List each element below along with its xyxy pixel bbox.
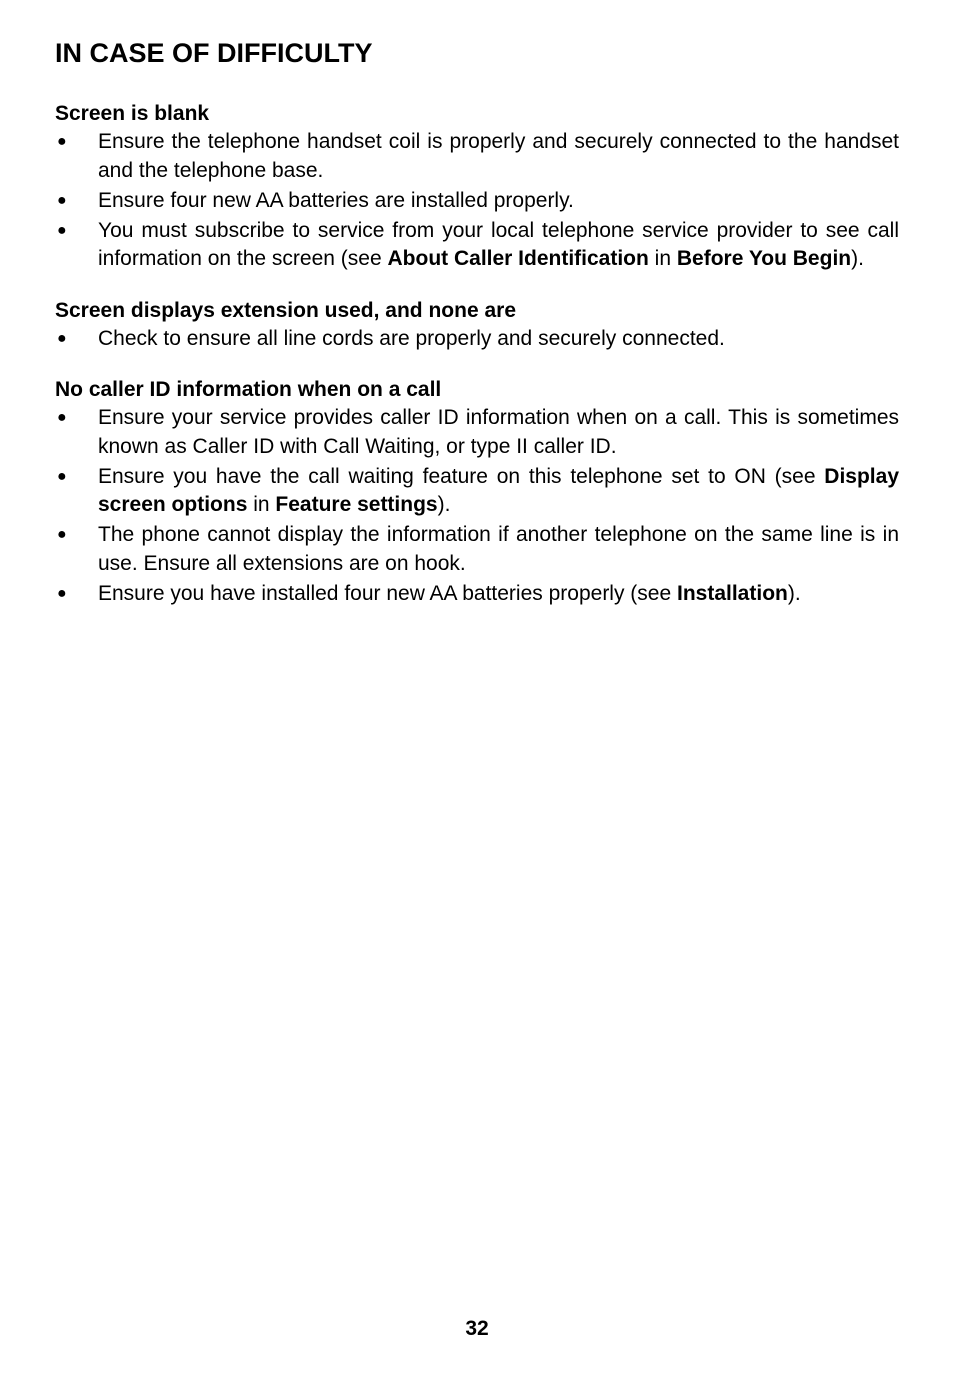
section-heading: Screen is blank bbox=[55, 102, 210, 125]
bullet-icon: ● bbox=[57, 191, 67, 209]
item-text: in bbox=[648, 247, 677, 270]
bullet-icon: ● bbox=[57, 329, 67, 347]
item-text: Ensure you have the call waiting feature on this telephone set to ON (see bbox=[98, 464, 825, 488]
list-item bbox=[55, 217, 899, 274]
bold-reference: Installation bbox=[677, 581, 788, 605]
list-item bbox=[55, 580, 899, 609]
item-text: Check to ensure all line cords are properly and securely connected. bbox=[98, 326, 725, 350]
section-heading: Screen displays extension used, and none are bbox=[55, 298, 516, 322]
item-text: Ensure four new AA batteries are installed properly. bbox=[98, 188, 574, 212]
list-item bbox=[55, 128, 899, 185]
item-text: Ensure your service provides caller ID information when on a call. This is sometimes known as Caller ID with Call Waiting, or type II caller ID. bbox=[98, 406, 899, 458]
item-text: ). bbox=[787, 581, 801, 605]
bold-reference: Feature settings bbox=[275, 493, 438, 516]
section-heading: No caller ID information when on a call bbox=[55, 378, 442, 401]
bold-reference: Display screen options bbox=[98, 464, 899, 516]
list-item bbox=[55, 404, 899, 461]
list-item bbox=[55, 187, 899, 216]
bold-reference: Before You Begin bbox=[676, 247, 852, 270]
list-item bbox=[55, 521, 899, 578]
page-number: 32 bbox=[465, 1317, 489, 1340]
item-text: ). bbox=[437, 493, 451, 516]
item-text: Ensure the telephone handset coil is properly and securely connected to the handset and the telephone base. bbox=[98, 130, 899, 182]
item-text: in bbox=[247, 493, 276, 516]
section bbox=[55, 376, 899, 608]
item-text: You must subscribe to service from your local telephone service provider to see call information on the screen (see bbox=[98, 218, 899, 270]
page-title: IN CASE OF DIFFICULTY bbox=[55, 38, 373, 68]
bullet-icon: ● bbox=[57, 584, 67, 602]
list-item bbox=[55, 463, 899, 520]
bullet-list bbox=[55, 404, 899, 608]
bold-reference: About Caller Identification bbox=[387, 247, 649, 270]
bullet-list bbox=[55, 325, 899, 354]
bullet-icon: ● bbox=[57, 526, 67, 543]
bullet-list bbox=[55, 128, 899, 274]
sections-container bbox=[55, 100, 899, 608]
item-text: ). bbox=[851, 247, 864, 270]
item-text: The phone cannot display the information if another telephone on the same line is in use. Ensure all extensions are on hook. bbox=[98, 523, 899, 575]
document-page bbox=[55, 36, 899, 631]
section bbox=[55, 100, 899, 274]
bullet-icon: ● bbox=[57, 221, 67, 239]
list-item bbox=[55, 325, 899, 354]
bullet-icon: ● bbox=[57, 409, 67, 426]
bullet-icon: ● bbox=[57, 133, 67, 150]
item-text: Ensure you have installed four new AA batteries properly (see bbox=[98, 581, 677, 605]
bullet-icon: ● bbox=[57, 467, 67, 485]
section bbox=[55, 297, 899, 354]
